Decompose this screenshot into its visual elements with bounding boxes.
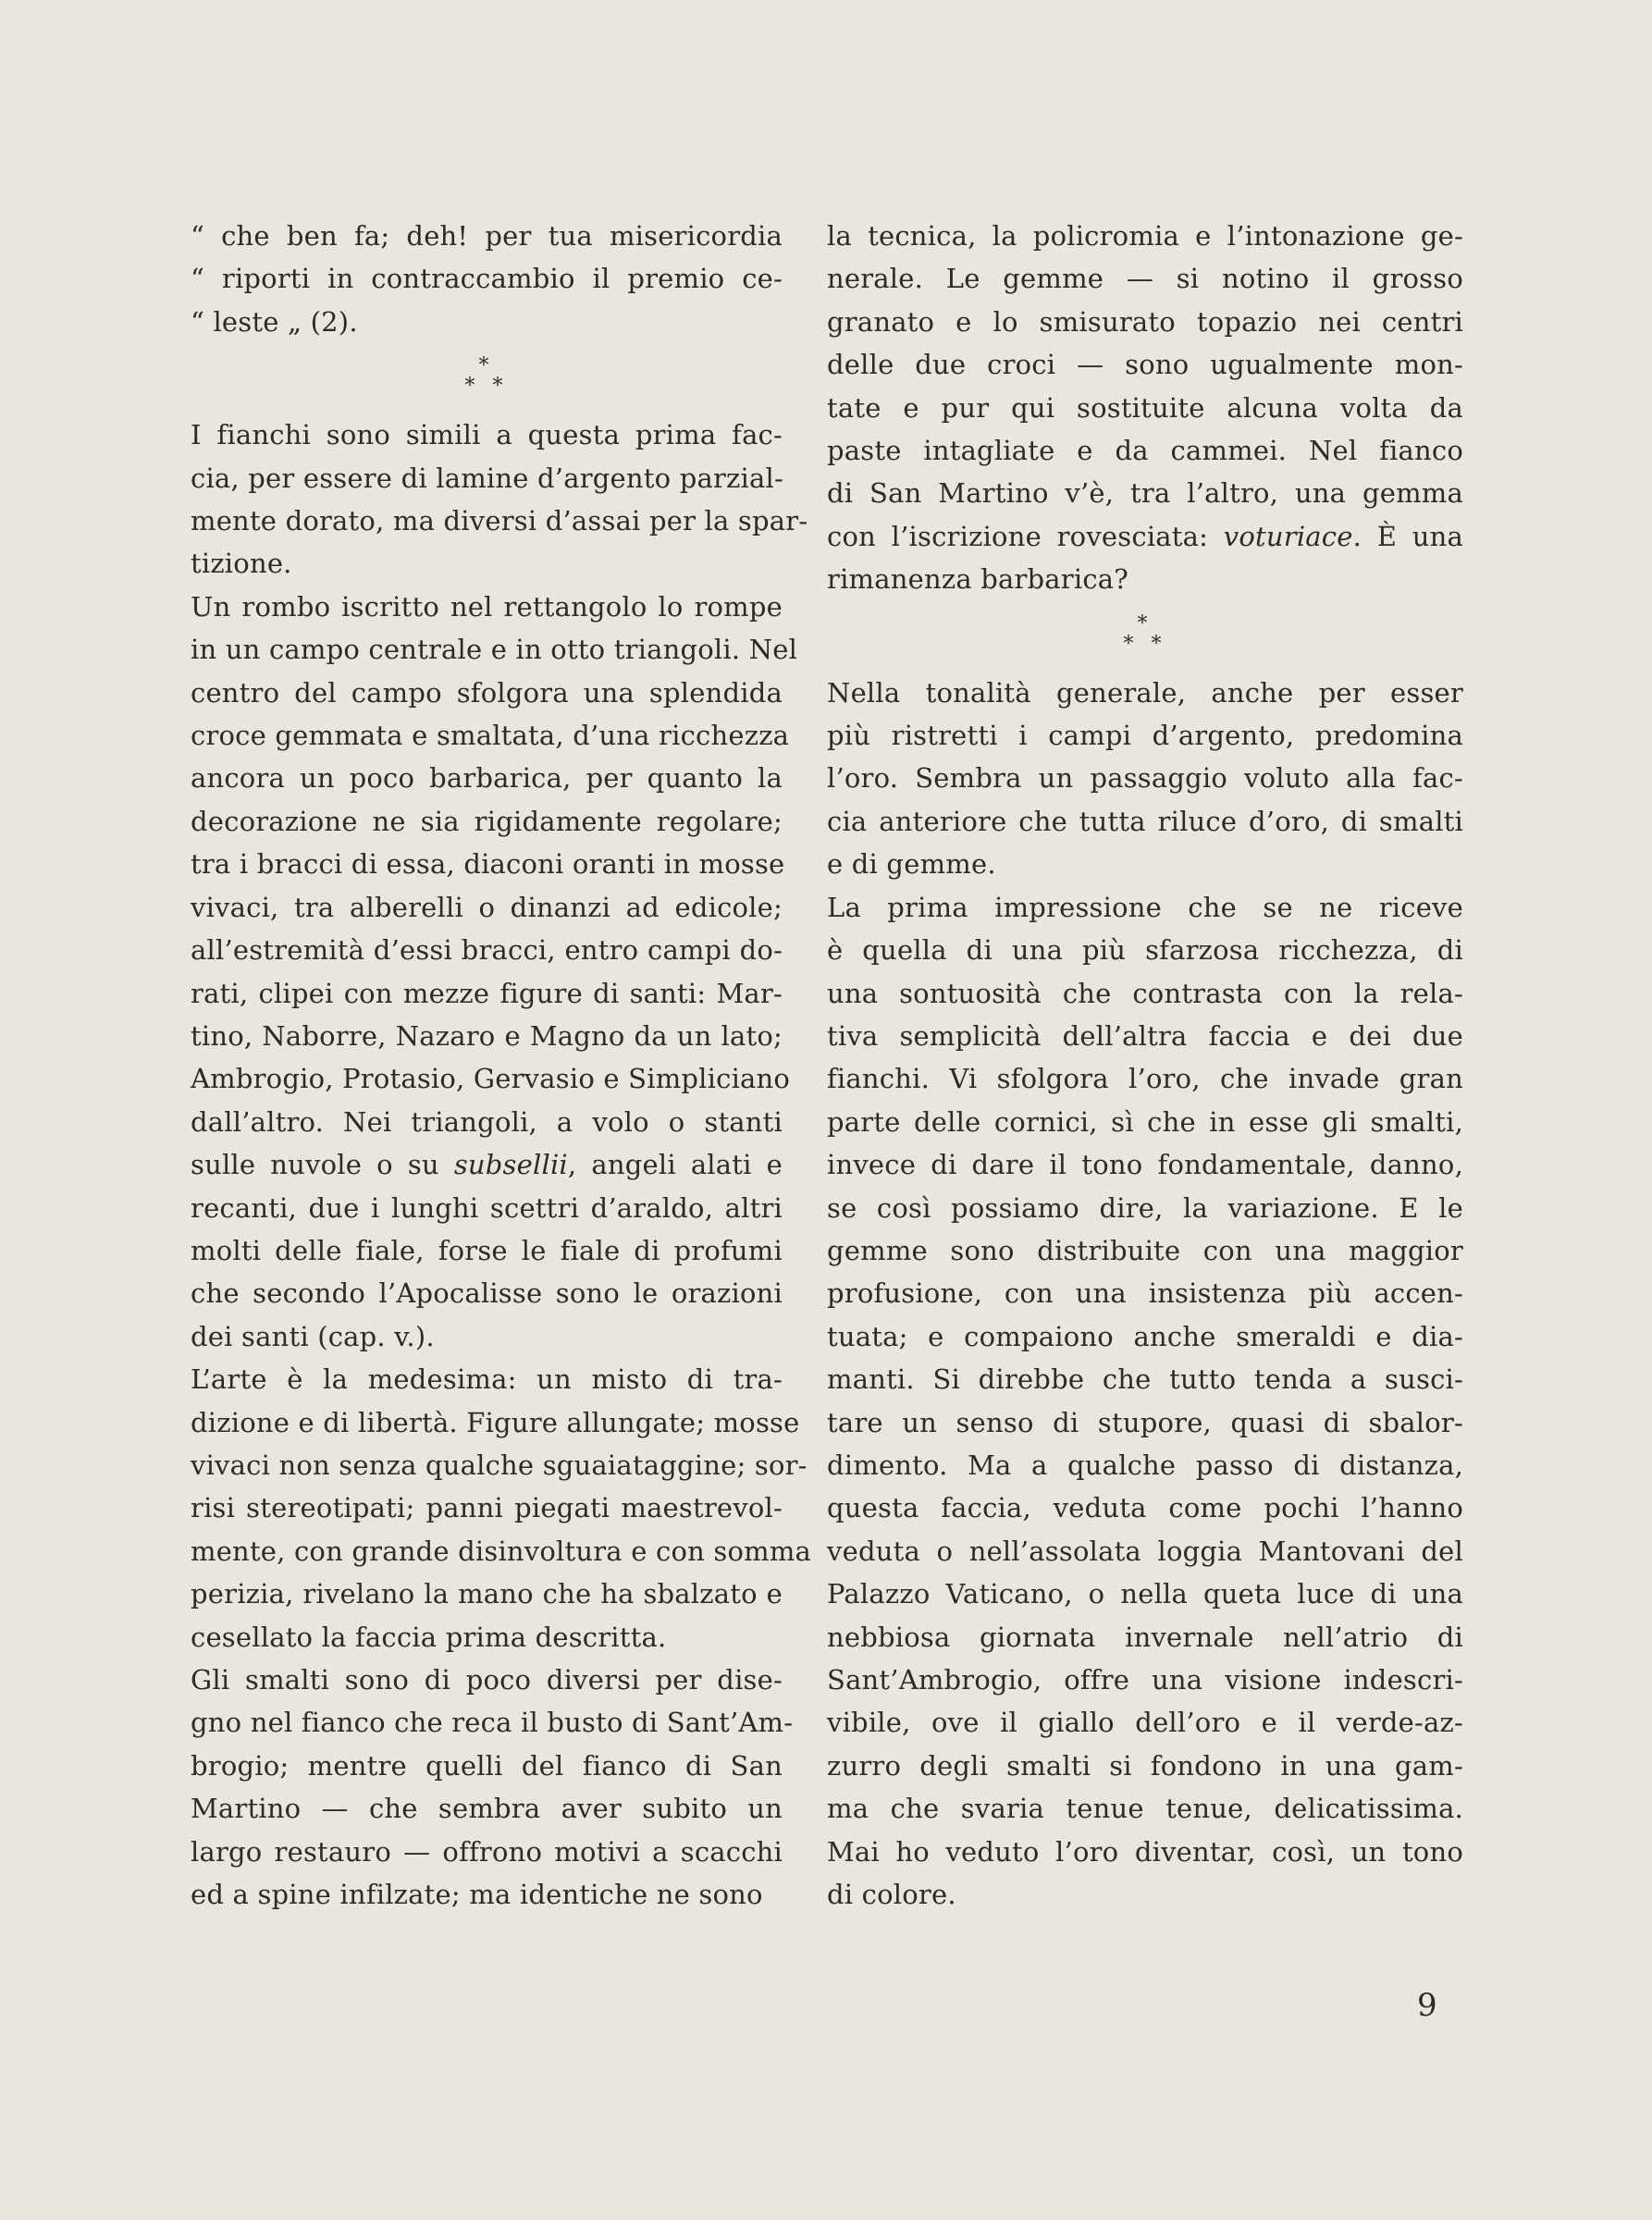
- text-line: molti delle fiale, forse le fiale di profumi: [191, 1234, 783, 1266]
- text-line: più ristretti i campi d’argento, predomina: [827, 720, 1463, 752]
- text-line: vivaci, tra alberelli o dinanzi ad edicole;: [191, 891, 783, 923]
- separator-star-bottom: * *: [1123, 632, 1167, 656]
- text-line: profusione, con una insistenza più accen-: [827, 1277, 1463, 1310]
- text-line: mente dorato, ma diversi d’assai per la spar-: [191, 505, 808, 537]
- text-line: centro del campo sfolgora una splendida: [191, 676, 783, 709]
- text-line: delle due croci — sono ugualmente mon-: [827, 349, 1463, 381]
- text-line: tare un senso di stupore, quasi di sbalor-: [827, 1406, 1463, 1438]
- italic-word: subsellii: [453, 1149, 568, 1181]
- text-line: che secondo l’Apocalisse sono le orazioni: [191, 1277, 783, 1310]
- text-line: nebbiosa giornata invernale nell’atrio di: [827, 1621, 1463, 1653]
- text-line: vivaci non senza qualche sguaiataggine; sor-: [191, 1449, 808, 1481]
- paragraph: [191, 413, 808, 586]
- text-line: gno nel fianco che reca il busto di Sant’Am-: [191, 1707, 794, 1739]
- text-line: ancora un poco barbarica, per quanto la: [191, 762, 783, 795]
- text-line: di San Martino v’è, tra l’altro, una gemma: [827, 477, 1463, 510]
- separator-star-top: *: [1137, 611, 1153, 635]
- paragraph: [191, 1358, 812, 1659]
- text-line: zurro degli smalti si fondono in una gam-: [827, 1749, 1463, 1782]
- text-line: rati, clipei con mezze figure di santi: Mar-: [191, 977, 783, 1009]
- text-line: granato e lo smisurato topazio nei centri: [827, 305, 1463, 338]
- text-line: brogio; mentre quelli del fianco di San: [191, 1749, 783, 1782]
- text-line: dimento. Ma a qualche passo di distanza,: [827, 1449, 1463, 1481]
- text-line: all’estremità d’essi bracci, entro campi do-: [191, 934, 783, 967]
- text-line: I fianchi sono simili a questa prima fac-: [191, 419, 783, 451]
- text-line: L’arte è la medesima: un misto di tra-: [191, 1363, 783, 1396]
- text-line: tra i bracci di essa, diaconi oranti in mosse: [191, 848, 785, 881]
- paragraph: [191, 586, 798, 1358]
- section-separator: [827, 611, 1463, 656]
- text-line: Gli smalti sono di poco diversi per dise-: [191, 1664, 783, 1696]
- text-line: “ che ben fa; deh! per tua misericordia: [191, 220, 783, 252]
- text-line: cia anteriore che tutta riluce d’oro, di smalti: [827, 805, 1463, 837]
- text-line: questa faccia, veduta come pochi l’hanno: [827, 1492, 1463, 1524]
- text-line: ed a spine infilzate; ma identiche ne sono: [191, 1879, 763, 1911]
- text-line: Palazzo Vaticano, o nella queta luce di una: [827, 1578, 1463, 1610]
- text-line: manti. Si direbbe che tutto tenda a susci-: [827, 1363, 1463, 1396]
- separator-star-top: *: [478, 354, 495, 378]
- text-line: di colore.: [827, 1879, 956, 1911]
- text-line: mente, con grande disinvoltura e con somma: [191, 1535, 812, 1567]
- text-line: largo restauro — offrono motivi a scacchi: [191, 1835, 783, 1868]
- text-line: una sontuosità che contrasta con la rela-: [827, 977, 1463, 1009]
- text-line: con l’iscrizione rovesciata: voturiace. È una: [827, 520, 1463, 552]
- text-line: “ leste „ (2).: [191, 305, 358, 338]
- left-column: [191, 215, 812, 1916]
- paragraph: [827, 886, 1463, 1917]
- paragraph: [827, 215, 1463, 601]
- text-line: in un campo centrale e in otto triangoli. Nel: [191, 634, 798, 666]
- text-line: Mai ho veduto l’oro diventar, così, un tono: [827, 1835, 1463, 1868]
- italic-word: voturiace: [1223, 520, 1353, 552]
- text-line: decorazione ne sia rigidamente regolare;: [191, 805, 783, 837]
- text-line: e di gemme.: [827, 848, 996, 881]
- text-line: ma che svaria tenue tenue, delicatissima.: [827, 1793, 1463, 1825]
- text-line: veduta o nell’assolata loggia Mantovani del: [827, 1535, 1463, 1567]
- text-line: tiva semplicità dell’altra faccia e dei due: [827, 1019, 1463, 1052]
- text-line: tate e pur qui sostituite alcuna volta da: [827, 391, 1463, 424]
- quotation: [191, 215, 783, 343]
- text-line: parte delle cornici, sì che in esse gli smalti,: [827, 1105, 1463, 1138]
- text-line: perizia, rivelano la mano che ha sbalzato e: [191, 1578, 783, 1610]
- text-line: fianchi. Vi sfolgora l’oro, che invade gran: [827, 1063, 1463, 1095]
- text-line: tino, Naborre, Nazaro e Magno da un lato;: [191, 1019, 783, 1052]
- text-line: sulle nuvole o su subsellii, angeli alati e: [191, 1149, 783, 1181]
- text-line: “ riporti in contraccambio il premio ce-: [191, 263, 783, 295]
- text-line: è quella di una più sfarzosa ricchezza, di: [827, 934, 1463, 967]
- text-line: Martino — che sembra aver subito un: [191, 1793, 783, 1825]
- text-line: La prima impressione che se ne riceve: [827, 891, 1463, 923]
- text-line: l’oro. Sembra un passaggio voluto alla fac-: [827, 762, 1463, 795]
- text-line: vibile, ove il giallo dell’oro e il verde-az-: [827, 1707, 1463, 1739]
- text-line: risi stereotipati; panni piegati maestrevol-: [191, 1492, 783, 1524]
- text-line: tizione.: [191, 548, 292, 580]
- text-line: paste intagliate e da cammei. Nel fianco: [827, 435, 1463, 467]
- text-line: cia, per essere di lamine d’argento parzial-: [191, 462, 783, 494]
- section-separator: [191, 356, 783, 397]
- text-line: invece di dare il tono fondamentale, danno,: [827, 1149, 1463, 1181]
- text-line: dall’altro. Nei triangoli, a volo o stanti: [191, 1105, 783, 1138]
- text-line: Sant’Ambrogio, offre una visione indescri-: [827, 1664, 1463, 1696]
- text-line: rimanenza barbarica?: [827, 563, 1129, 596]
- paragraph: [827, 672, 1463, 886]
- right-column: [827, 215, 1463, 1916]
- text-line: dizione e di libertà. Figure allungate; mosse: [191, 1406, 800, 1438]
- page-number: 9: [1417, 1987, 1437, 2024]
- text-line: gemme sono distribuite con una maggior: [827, 1234, 1463, 1266]
- text-line: se così possiamo dire, la variazione. E le: [827, 1191, 1463, 1224]
- text-line: recanti, due i lunghi scettri d’araldo, altri: [191, 1191, 783, 1224]
- text-line: tuata; e compaiono anche smeraldi e dia-: [827, 1320, 1463, 1352]
- text-line: cesellato la faccia prima descritta.: [191, 1621, 667, 1653]
- text-line: dei santi (cap. v.).: [191, 1320, 435, 1352]
- paragraph: [191, 1659, 794, 1916]
- separator-star-bottom: * *: [464, 375, 509, 399]
- text-line: Un rombo iscritto nel rettangolo lo rompe: [191, 590, 783, 623]
- text-line: Ambrogio, Protasio, Gervasio e Simpliciano: [191, 1063, 791, 1095]
- text-line: Nella tonalità generale, anche per esser: [827, 676, 1463, 709]
- text-line: nerale. Le gemme — si notino il grosso: [827, 263, 1463, 295]
- text-line: croce gemmata e smaltata, d’una ricchezza: [191, 720, 790, 752]
- text-line: la tecnica, la policromia e l’intonazione ge-: [827, 220, 1463, 252]
